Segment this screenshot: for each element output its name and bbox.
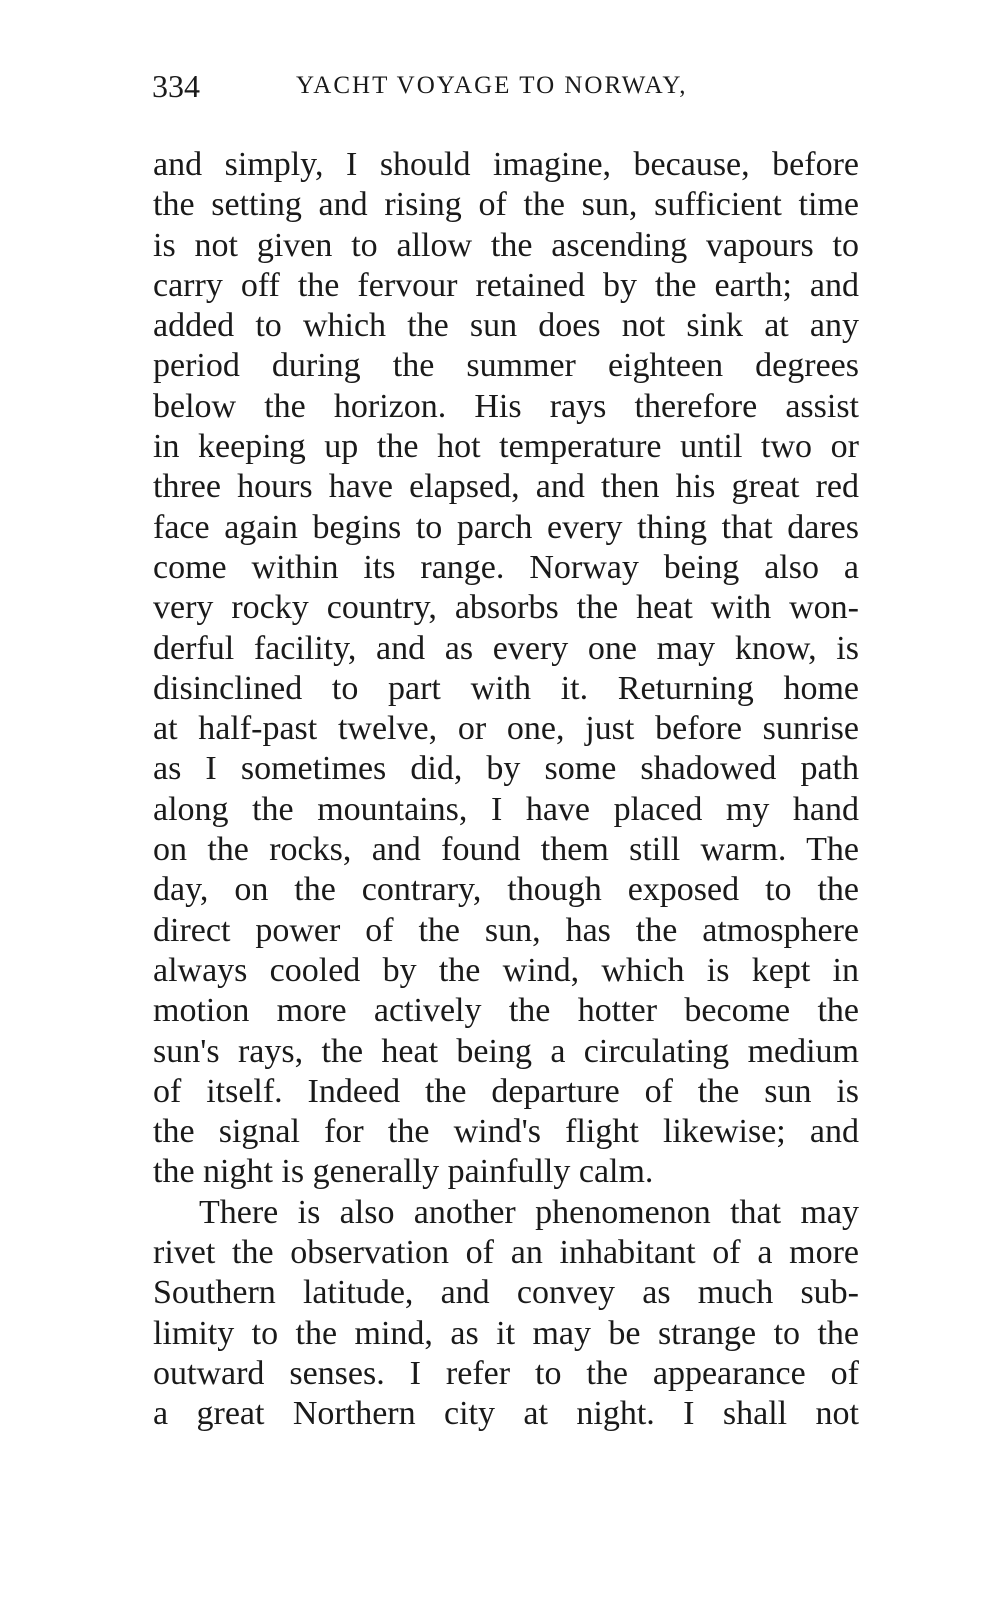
text-line: period during the summer eighteen degrees xyxy=(153,347,859,385)
text-line: and simply, I should imagine, because, before xyxy=(153,146,859,183)
text-line: sun's rays, the heat being a circulating medium xyxy=(153,1032,859,1070)
text-line: very rocky country, absorbs the heat with won- xyxy=(153,589,859,627)
text-line: come within its range. Norway being also a xyxy=(153,548,859,586)
text-line: the signal for the wind's flight likewise; and xyxy=(153,1113,859,1151)
running-title: YACHT VOYAGE TO NORWAY, xyxy=(296,72,688,99)
text-line: in keeping up the hot temperature until two or xyxy=(153,428,859,466)
text-line: disinclined to part with it. Returning home xyxy=(153,669,859,707)
text-line: below the horizon. His rays therefore assist xyxy=(153,387,859,425)
text-line: of itself. Indeed the departure of the sun is xyxy=(153,1072,859,1110)
text-line: always cooled by the wind, which is kept in xyxy=(153,951,859,989)
page-number: 334 xyxy=(152,68,200,104)
text-line: three hours have elapsed, and then his great red xyxy=(153,468,859,506)
text-line: direct power of the sun, has the atmosphere xyxy=(153,911,859,949)
text-line: There is also another phenomenon that may xyxy=(199,1193,859,1231)
page-header xyxy=(152,68,732,108)
text-line: motion more actively the hotter become the xyxy=(153,992,859,1030)
text-line: a great Northern city at night. I shall not xyxy=(153,1395,859,1433)
text-line: at half-past twelve, or one, just before sunrise xyxy=(153,710,859,748)
text-line: the setting and rising of the sun, sufficient time xyxy=(153,186,859,224)
text-line: on the rocks, and found them still warm. The xyxy=(153,831,859,869)
page-body xyxy=(153,145,859,1435)
text-line: carry off the fervour retained by the earth; and xyxy=(153,266,859,304)
text-line: outward senses. I refer to the appearance of xyxy=(153,1354,859,1392)
text-line: limity to the mind, as it may be strange to the xyxy=(153,1314,859,1352)
text-line: face again begins to parch every thing that dares xyxy=(153,508,859,546)
text-line: the night is generally painfully calm. xyxy=(153,1153,654,1191)
text-line: added to which the sun does not sink at any xyxy=(153,307,859,345)
text-line: as I sometimes did, by some shadowed path xyxy=(153,750,859,788)
text-line: rivet the observation of an inhabitant of a more xyxy=(153,1234,859,1272)
text-line: day, on the contrary, though exposed to the xyxy=(153,871,859,909)
text-line: is not given to allow the ascending vapours to xyxy=(153,226,859,264)
text-line: along the mountains, I have placed my hand xyxy=(153,790,859,828)
text-line: derful facility, and as every one may know, is xyxy=(153,629,859,667)
text-line: Southern latitude, and convey as much sub- xyxy=(153,1274,859,1312)
